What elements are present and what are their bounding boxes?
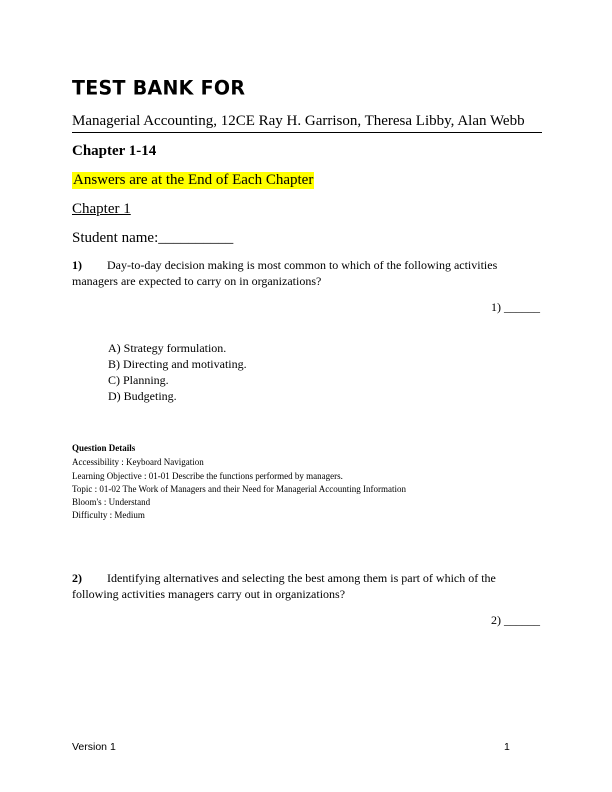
question-1-option-d: D) Budgeting. xyxy=(108,389,177,403)
question-1-details-title: Question Details xyxy=(72,443,136,453)
question-2-text-line1: Identifying alternatives and selecting the best among them is part of which of the xyxy=(107,571,496,585)
book-reference: Managerial Accounting, 12CE Ray H. Garrison, Theresa Libby, Alan Webb xyxy=(72,113,525,129)
question-1-detail-accessibility: Accessibility : Keyboard Navigation xyxy=(72,457,204,467)
question-1-detail-learning-objective: Learning Objective : 01-01 Describe the functions performed by managers. xyxy=(72,471,343,481)
footer-version: Version 1 xyxy=(72,741,116,753)
question-2-text-line2: following activities managers carry out in organizations? xyxy=(72,587,346,601)
question-1-text-line1: Day-to-day decision making is most common to which of the following activities xyxy=(107,258,498,272)
answers-note: Answers are at the End of Each Chapter xyxy=(73,172,314,188)
document-title: TEST BANK FOR xyxy=(72,76,246,100)
chapter-range-heading: Chapter 1-14 xyxy=(72,143,157,159)
question-1-option-a: A) Strategy formulation. xyxy=(108,341,227,355)
question-1-text-line2: managers are expected to carry on in organizations? xyxy=(72,274,322,288)
question-1-detail-topic: Topic : 01-02 The Work of Managers and their Need for Managerial Accounting Information xyxy=(72,484,406,494)
question-1-detail-difficulty: Difficulty : Medium xyxy=(72,510,145,520)
chapter-link[interactable]: Chapter 1 xyxy=(72,201,131,217)
student-name-field: Student name:__________ xyxy=(72,230,234,246)
question-1-number: 1) xyxy=(72,258,82,272)
question-1-detail-blooms: Bloom's : Understand xyxy=(72,497,151,507)
question-2-number: 2) xyxy=(72,571,82,585)
question-1-option-c: C) Planning. xyxy=(108,373,169,387)
header-divider xyxy=(72,132,542,133)
question-1-option-b: B) Directing and motivating. xyxy=(108,357,247,371)
footer-page-number: 1 xyxy=(504,741,510,753)
question-2-answer-blank: 2) ______ xyxy=(491,613,540,627)
question-1-answer-blank: 1) ______ xyxy=(491,300,540,314)
